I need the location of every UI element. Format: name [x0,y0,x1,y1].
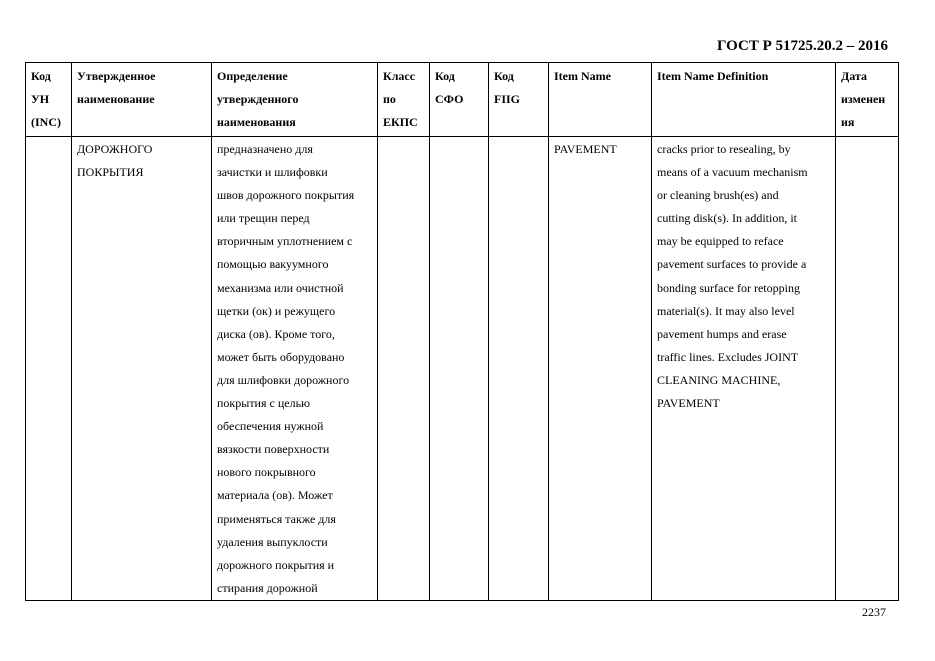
catalog-table [25,62,899,601]
cell-item-name: PAVEMENT [549,137,652,601]
header-definition: Определение утвержденного наименования [212,63,378,137]
header-item-name: Item Name [549,63,652,137]
table-header-row [26,63,899,137]
cell-ekps-class [378,137,430,601]
header-sfo-code: Код СФО [430,63,489,137]
header-inc-code: Код УН (INC) [26,63,72,137]
cell-inc-code [26,137,72,601]
header-fiig-code: Код FIIG [489,63,549,137]
cell-item-name-definition: cracks prior to resealing, by means of a vacuum mechanism or cleaning brush(es) and cutting disk(s). In addition, it may be equipped to reface pavement surfaces to provide a bonding surface for retopping material(s). It may also level pavement humps and erase traffic lines. Excludes JOINT CLEANING MACHINE, PAVEMENT [652,137,836,601]
header-approved-name: Утвержденное наименование [72,63,212,137]
document-code: ГОСТ Р 51725.20.2 – 2016 [716,38,888,54]
header-change-date: Дата изменен ия [836,63,899,137]
page-number: 2237 [862,605,886,619]
cell-definition-ru: предназначено для зачистки и шлифовки швов дорожного покрытия или трещин перед вторичным уплотнением с помощью вакуумного механизма или очистной щетки (ок) и режущего диска (ов). Кроме того, может быть оборудовано для шлифовки дорожного покрытия с целью обеспечения нужной вязкости поверхности нового покрывного материала (ов). Может применяться также для удаления выпуклости дорожного покрытия и стирания дорожной [212,137,378,601]
cell-approved-name: ДОРОЖНОГО ПОКРЫТИЯ [72,137,212,601]
cell-sfo-code [430,137,489,601]
table-row [26,137,899,601]
header-ekps-class: Класс по ЕКПС [378,63,430,137]
cell-change-date [836,137,899,601]
header-item-name-definition: Item Name Definition [652,63,836,137]
cell-fiig-code [489,137,549,601]
